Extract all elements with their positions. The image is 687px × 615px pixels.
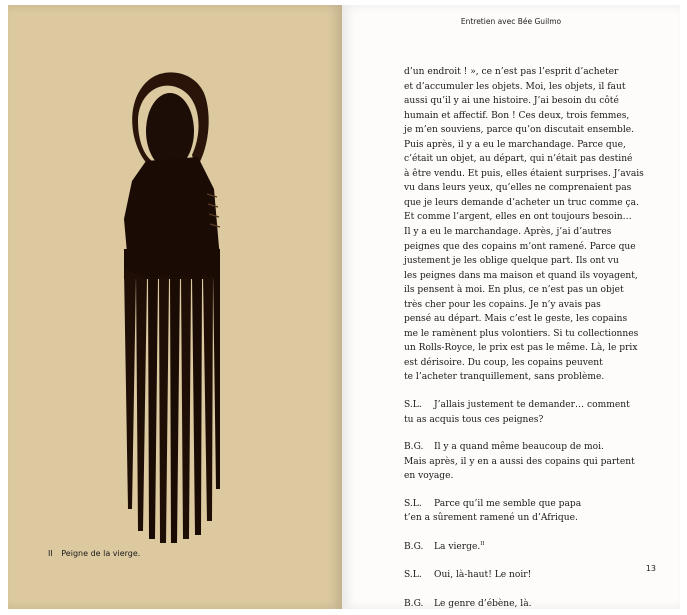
text-line: et d’accumuler les objets. Moi, les objets, il faut — [404, 81, 626, 92]
figure-caption — [48, 549, 140, 558]
text-line: S.L. Parce qu’il me semble que papa — [404, 497, 676, 512]
text-line: à être vendu. Et puis, elles étaient surprises. J’avais — [404, 168, 644, 179]
text-line: me le ramènent plus volontiers. Si tu collectionnes — [404, 328, 639, 339]
text-line: est dérisoire. Du coup, les copains peuvent — [404, 357, 603, 368]
text-line: B.G. La vierge.$^{II}$ — [404, 540, 676, 555]
speaker-label: B.G. — [404, 442, 424, 453]
text-line: Il y a eu le marchandage. Après, j’ai d’autres — [404, 227, 612, 238]
text-line: pensé au départ. Mais c’est le geste, les copains — [404, 314, 628, 325]
text-line: peignes que des copains m’ont ramené. Parce que — [404, 241, 636, 252]
text-line: justement je les oblige quelque part. Ils ont vu — [404, 256, 619, 267]
text-line: je m’en souviens, parce qu’on discutait ensemble. — [404, 125, 634, 136]
answer-paragraph — [404, 65, 676, 385]
text-line: S.L. J’allais justement te demander… comment — [404, 398, 676, 413]
paragraph-gap — [404, 427, 676, 440]
right-page — [342, 5, 680, 609]
exchange-bg-answer — [404, 440, 676, 484]
text-line: les peignes dans ma maison et quand ils voyagent, — [404, 270, 638, 281]
text-line: Mais après, il y en a aussi des copains qui partent — [404, 456, 635, 467]
text-line: Puis après, il y a eu le marchandage. Parce que, — [404, 139, 626, 150]
text-line: aussi qu’il y ai une histoire. J’ai besoin du côté — [404, 96, 619, 107]
speaker-label: S.L. — [404, 570, 422, 581]
text-line: d’un endroit ! », ce n’est pas l’esprit d’acheter — [404, 67, 619, 77]
text-line: B.G. Il y a quand même beaucoup de moi. — [404, 440, 676, 455]
paragraph-gap — [404, 583, 676, 597]
text-line: ils pensent à moi. En plus, ce n’est pas un objet — [404, 285, 624, 296]
text-line: un Rolls-Royce, le prix est pas le même. Là, le prix — [404, 343, 638, 354]
text-line: humain et affectif. Bon ! Ces deux, trois femmes, — [404, 110, 630, 121]
left-page — [8, 5, 342, 609]
text-line: que je leurs demande d’acheter un truc comme ça. — [404, 197, 639, 208]
text-line: c’était un objet, au départ, qui n’était pas destiné — [404, 154, 633, 165]
page-number: 13 — [645, 564, 656, 573]
ebony-comb-photo — [112, 69, 227, 547]
footnote-ref: II — [480, 540, 485, 547]
exchange-sl-noir — [404, 568, 676, 583]
speaker-label: S.L. — [404, 400, 422, 411]
speaker-label: B.G. — [404, 541, 424, 552]
text-line: B.G. Le genre d’ébène, là. — [404, 597, 676, 612]
text-line: te l’acheter tranquillement, sans problème. — [404, 372, 605, 383]
paragraph-gap — [404, 484, 676, 497]
speaker-label: B.G. — [404, 598, 424, 609]
text-line: tu as acquis tous ces peignes? — [404, 414, 544, 425]
exchange-bg-vierge — [404, 540, 676, 555]
paragraph-gap — [404, 526, 676, 540]
figure-caption-text: Peigne de la vierge. — [61, 549, 141, 558]
paragraph-gap — [404, 385, 676, 398]
text-line: t’en a sûrement ramené un d’Afrique. — [404, 513, 578, 524]
running-head: Entretien avec Bée Guilmo — [460, 17, 562, 26]
text-line: Et comme l’argent, elles en ont toujours besoin… — [404, 212, 632, 223]
interview-text — [404, 65, 676, 612]
text-line: en voyage. — [404, 471, 454, 482]
figure-number: II — [48, 549, 53, 558]
exchange-sl-question — [404, 398, 676, 427]
text-line: très cher pour les copains. Je n’y avais pas — [404, 299, 601, 310]
text-line: S.L. Oui, là-haut! Le noir! — [404, 568, 676, 583]
exchange-bg-ebene — [404, 597, 676, 612]
paragraph-gap — [404, 554, 676, 568]
text-line: vu dans leurs yeux, qu’elles ne comprenaient pas — [404, 183, 632, 194]
speaker-label: S.L. — [404, 498, 422, 509]
exchange-sl-remark — [404, 497, 676, 526]
